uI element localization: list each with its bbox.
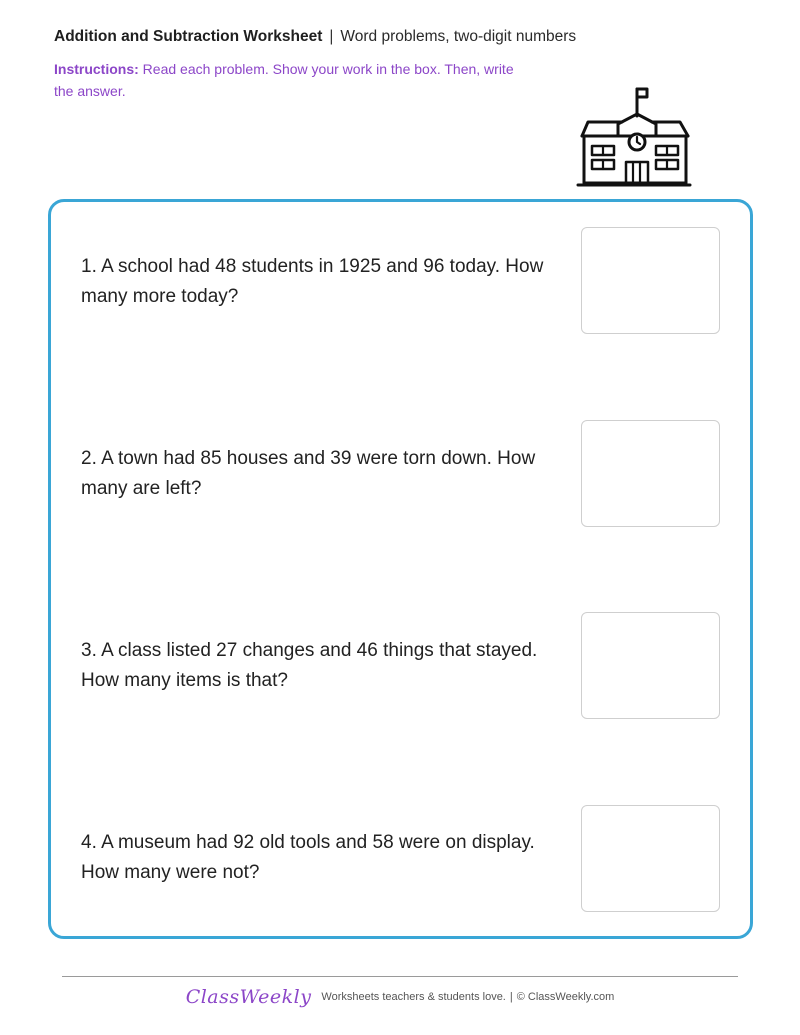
school-building-icon xyxy=(574,86,694,188)
footer-copyright: © ClassWeekly.com xyxy=(516,991,615,1003)
footer-divider xyxy=(62,976,738,977)
answer-box-2[interactable] xyxy=(581,420,720,527)
answer-box-4[interactable] xyxy=(581,805,720,912)
instructions-text: Read each problem. Show your work in the box. Then, write the answer. xyxy=(54,61,514,99)
answer-box-1[interactable] xyxy=(581,227,720,334)
problem-3: 3. A class listed 27 changes and 46 things that stayed. How many items is that? xyxy=(81,640,538,691)
footer-tagline: Worksheets teachers & students love. xyxy=(321,991,506,1003)
instructions-label: Instructions: xyxy=(54,61,139,77)
footer xyxy=(0,986,800,1008)
worksheet-subtitle: Word problems, two-digit numbers xyxy=(340,28,577,45)
worksheet-title: Addition and Subtraction Worksheet xyxy=(54,28,323,45)
problem-2: 2. A town had 85 houses and 39 were torn down. How many are left? xyxy=(81,448,536,499)
problems-panel xyxy=(48,199,753,939)
answer-box-3[interactable] xyxy=(581,612,720,719)
header-separator: | xyxy=(329,28,334,45)
problem-4: 4. A museum had 92 old tools and 58 were on display. How many were not? xyxy=(81,832,535,883)
instructions xyxy=(54,59,534,102)
footer-separator: | xyxy=(509,991,513,1003)
brand-logo: ClassWeekly xyxy=(185,986,312,1008)
worksheet-header xyxy=(54,27,576,47)
problem-1: 1. A school had 48 students in 1925 and 96 today. How many more today? xyxy=(81,256,544,307)
